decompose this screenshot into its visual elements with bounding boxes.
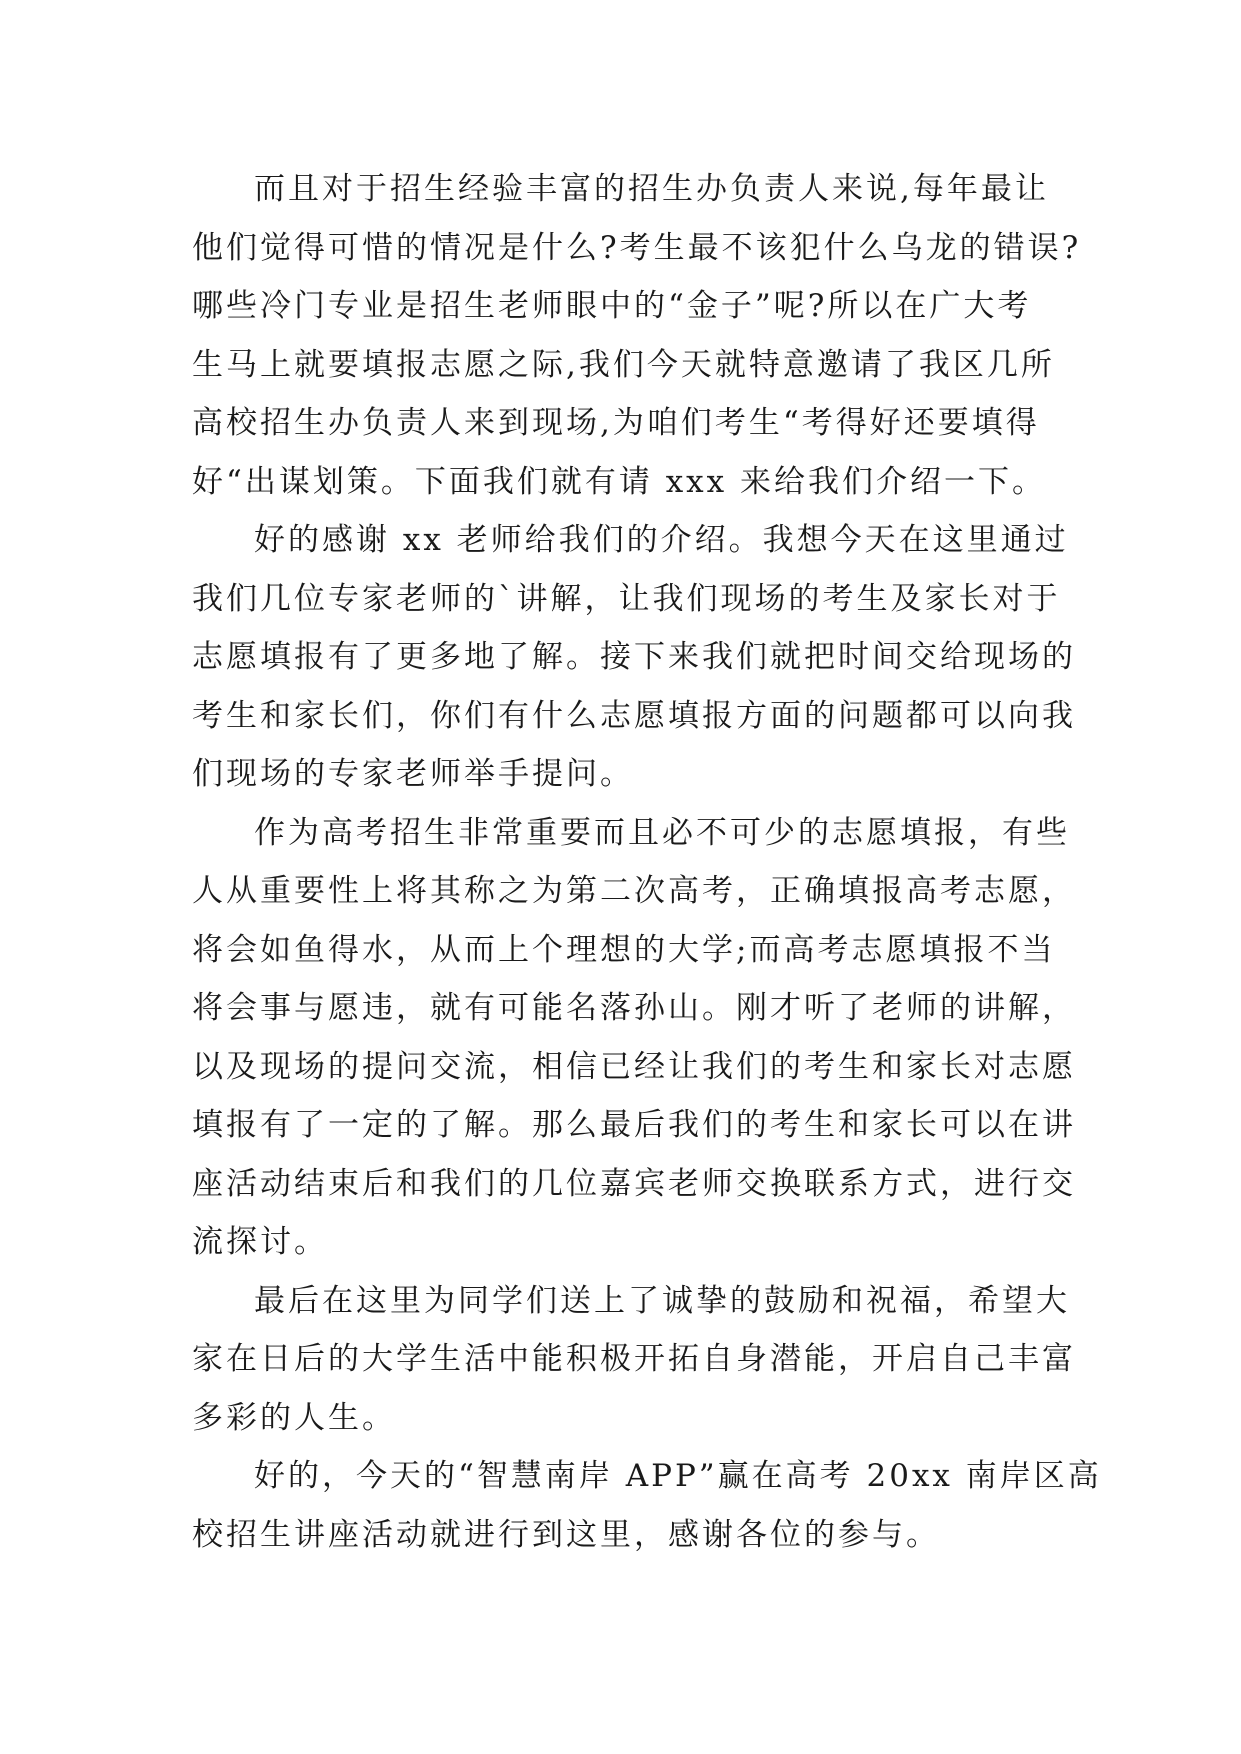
paragraph-4	[192, 1272, 1076, 1448]
text-line: 将会事与愿违，就有可能名落孙山。刚才听了老师的讲解，	[192, 990, 1076, 1026]
text-line: 好的，今天的“智慧南岸 APP”赢在高考 20xx 南岸区高	[254, 1458, 1102, 1494]
text-line: 好“出谋划策。下面我们就有请 xxx 来给我们介绍一下。	[192, 463, 1047, 500]
text-line: 他们觉得可惜的情况是什么?考生最不该犯什么乌龙的错误?	[192, 229, 1082, 266]
paragraph-2	[192, 511, 1076, 804]
text-line: 人从重要性上将其称之为第二次高考，正确填报高考志愿，	[192, 873, 1076, 909]
text-line: 生马上就要填报志愿之际,我们今天就特意邀请了我区几所	[192, 346, 1055, 383]
text-line: 作为高考招生非常重要而且必不可少的志愿填报，有些	[254, 814, 1070, 851]
text-line: 志愿填报有了更多地了解。接下来我们就把时间交给现场的	[192, 639, 1076, 675]
paragraph-5	[192, 1447, 1102, 1564]
text-line: 以及现场的提问交流，相信已经让我们的考生和家长对志愿	[192, 1048, 1076, 1085]
text-line: 高校招生办负责人来到现场,为咱们考生“考得好还要填得	[192, 405, 1040, 441]
text-line: 校招生讲座活动就进行到这里，感谢各位的参与。	[192, 1516, 940, 1553]
text-line: 好的感谢 xx 老师给我们的介绍。我想今天在这里通过	[254, 522, 1069, 558]
text-line: 填报有了一定的了解。那么最后我们的考生和家长可以在讲	[192, 1107, 1076, 1143]
text-line: 座活动结束后和我们的几位嘉宾老师交换联系方式，进行交	[192, 1165, 1076, 1202]
text-line: 最后在这里为同学们送上了诚挚的鼓励和祝福，希望大	[254, 1282, 1070, 1319]
paragraph-1	[192, 160, 1082, 511]
text-line: 我们几位专家老师的`讲解，让我们现场的考生及家长对于	[192, 580, 1061, 617]
text-line: 将会如鱼得水，从而上个理想的大学;而高考志愿填报不当	[192, 931, 1056, 968]
text-line: 流探讨。	[192, 1224, 328, 1260]
text-line: 哪些冷门专业是招生老师眼中的“金子”呢?所以在广大考	[192, 288, 1032, 324]
text-line: 多彩的人生。	[192, 1399, 396, 1436]
text-line: 家在日后的大学生活中能积极开拓自身潜能，开启自己丰富	[192, 1341, 1076, 1377]
text-line: 们现场的专家老师举手提问。	[192, 756, 634, 792]
paragraph-3	[192, 804, 1076, 1272]
document-body	[192, 160, 1102, 1564]
text-line: 考生和家长们，你们有什么志愿填报方面的问题都可以向我	[192, 697, 1076, 734]
text-line: 而且对于招生经验丰富的招生办负责人来说,每年最让	[254, 171, 1049, 207]
